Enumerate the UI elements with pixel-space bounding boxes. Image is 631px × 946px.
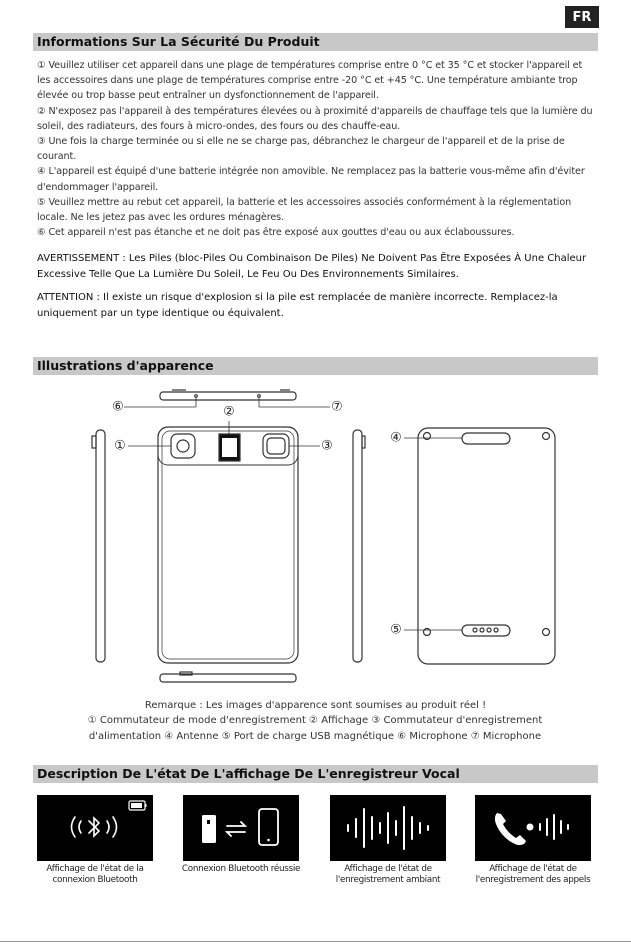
caption-bluetooth-status: Affichage de l'état de la connexion Bluetooth xyxy=(46,864,144,885)
safety-item-6: ⑥ Cet appareil n'est pas étanche et ne doit pas être exposé aux gouttes d'eau ou aux éclaboussures. xyxy=(37,227,515,239)
caption-call-recording: Affichage de l'état de l'enregistrement des appels xyxy=(475,864,591,885)
safety-item-2: ② N'exposez pas l'appareil à des températures élevées ou à proximité d'appareils de chauffage tels que la lumière du soleil, des radiateurs, des fours à micro-ondes, des fours ou des chauffe-eau. xyxy=(37,105,593,132)
front-view xyxy=(158,427,298,663)
safety-list xyxy=(37,58,595,240)
callout-1: ① xyxy=(114,438,126,454)
tile-call-recording xyxy=(475,795,591,861)
tile-bluetooth-status xyxy=(37,795,153,861)
attention-text: ATTENTION : Il existe un risque d'explosion si la pile est remplacée de manière incorrecte. Remplacez-la uniquement par un type identique ou équivalent. xyxy=(37,292,558,319)
back-view xyxy=(418,428,555,664)
caption-bluetooth-connected: Connexion Bluetooth réussie xyxy=(181,864,301,874)
appearance-section-title: Illustrations d'apparence xyxy=(33,357,598,375)
call-record-icon xyxy=(475,795,591,861)
footer-divider xyxy=(0,941,631,942)
language-tab: FR xyxy=(565,6,599,28)
caption-ambient-recording: Affichage de l'état de l'enregistrement ambiant xyxy=(335,864,441,885)
audio-wave-icon xyxy=(330,795,446,861)
top-view xyxy=(160,390,296,400)
appearance-remark: Remarque : Les images d'apparence sont soumises au produit réel ! xyxy=(144,700,487,711)
safety-section-title: Informations Sur La Sécurité Du Produit xyxy=(33,33,598,51)
right-side-view xyxy=(353,430,365,662)
callout-3: ③ xyxy=(321,438,333,454)
safety-item-3: ③ Une fois la charge terminée ou si elle ne se charge pas, débranchez le chargeur de l'appareil et de la prise de courant. xyxy=(37,136,565,163)
tile-bluetooth-connected xyxy=(183,795,299,861)
callout-7: ⑦ xyxy=(331,399,343,415)
device-diagram xyxy=(0,378,631,698)
bottom-view xyxy=(160,672,296,682)
bluetooth-waves-icon xyxy=(37,795,153,861)
safety-item-1: ① Veuillez utiliser cet appareil dans une plage de températures comprise entre 0 °C et 35 °C et stocker l'appareil et les accessoires dans une plage de températures comprise entre -20 °C et +45 °C. Une température ambiante trop élevée ou trop basse peut entraîner un dysfonctionnement de l'appareil. xyxy=(37,60,583,102)
callout-6: ⑥ xyxy=(112,399,124,415)
warning-text: AVERTISSEMENT : Les Piles (bloc-Piles Ou Combinaison De Piles) Ne Doivent Pas Être Exposées À Une Chaleur Excessive Telle Que La Lumière Du Soleil, Le Feu Ou Des Environnements Similaires. xyxy=(37,253,587,280)
attention-block xyxy=(37,290,597,322)
safety-item-4: ④ L'appareil est équipé d'une batterie intégrée non amovible. Ne remplacez pas la batterie vous-même afin d'éviter d'endommager l'appareil. xyxy=(37,166,585,193)
callout-2: ② xyxy=(223,404,235,420)
appearance-legend: ① Commutateur de mode d'enregistrement ② Affichage ③ Commutateur d'enregistrement d'alimentation ④ Antenne ⑤ Port de charge USB magnétique ⑥ Microphone ⑦ Microphone xyxy=(87,715,543,742)
safety-item-5: ⑤ Veuillez mettre au rebut cet appareil, la batterie et les accessoires associés conformément à la réglementation locale. Ne les jetez pas avec les ordures ménagères. xyxy=(37,196,572,224)
warning-block xyxy=(37,251,597,283)
phone-sync-icon xyxy=(183,795,299,861)
left-side-view xyxy=(92,430,105,662)
callout-4: ④ xyxy=(390,430,402,446)
display-section-title: Description De L'état De L'affichage De L'enregistreur Vocal xyxy=(33,765,598,783)
tile-ambient-recording xyxy=(330,795,446,861)
callout-5: ⑤ xyxy=(390,622,402,638)
